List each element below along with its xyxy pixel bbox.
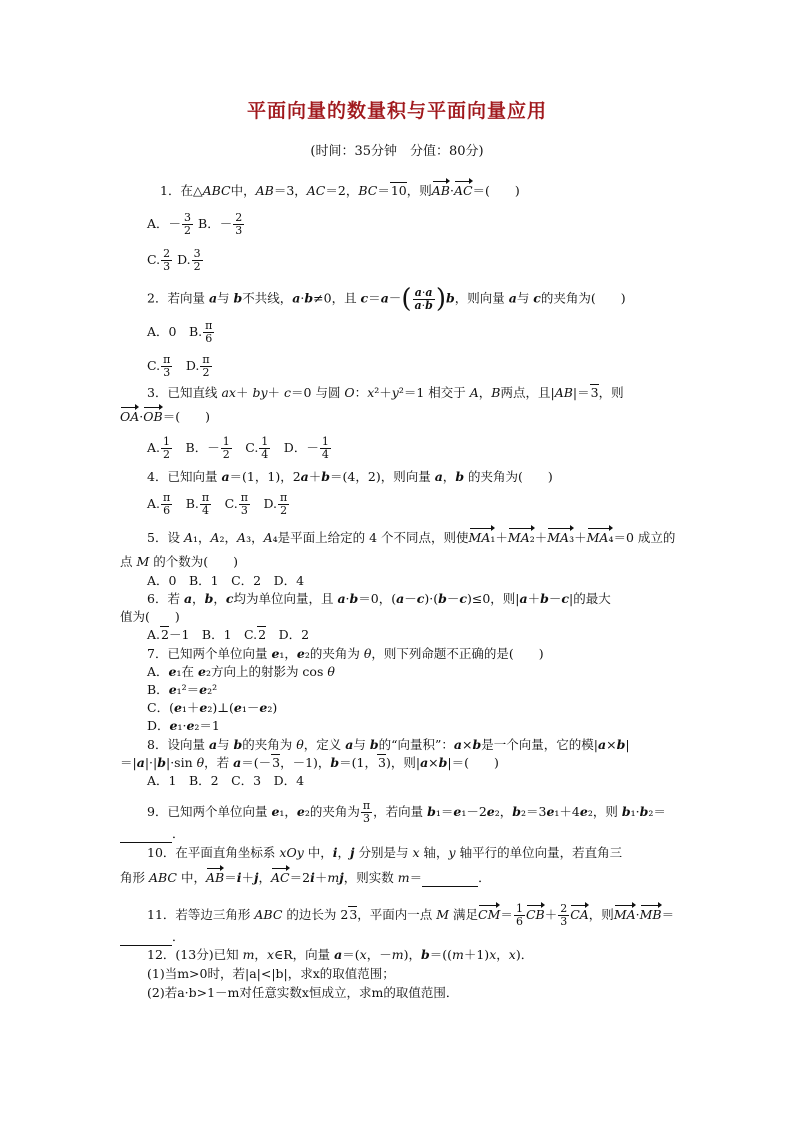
- option-a: A．－ $\frac{3}{2}$: [147, 211, 192, 237]
- q7-option-b: B．e₁²＝e₂²: [147, 682, 218, 697]
- question-2: 2．若向量 a与 b不共线，a·b≠0，且 c＝a－ ( a·a a·b ) b，则向量 a与 c的夹角为( ): [147, 284, 626, 314]
- q11-answer-blank[interactable]: ．: [120, 929, 185, 946]
- question-4: 4．已知向量 a＝(1，1)，2a＋b＝(4，2)，则向量 a，b 的夹角为( ): [147, 469, 553, 484]
- q2-options-cd: C. $\frac{\pi}{3}$ D. $\frac{\pi}{2}$: [147, 353, 210, 379]
- q4-options: A. $\frac{\pi}{6}$ B. $\frac{\pi}{4}$ C. $\frac{\pi}{3}$ D. $\frac{\pi}{2}$: [147, 491, 288, 517]
- page-title: 平面向量的数量积与平面向量应用: [246, 100, 547, 122]
- question-11: 11．若等边三角形 ABC 的边长为 23，平面内一点 M 满足CM＝ $\frac{1}{6}$ CB＋ $\frac{2}{3}$ CA，则MA·MB＝: [147, 902, 675, 928]
- q6-options: A.2－1 B．1 C.2 D．2: [147, 627, 310, 642]
- question-8: 8．设向量 a与 b的夹角为 θ，定义 a与 b的“向量积”：a×b是一个向量，它的模|a×b|: [147, 737, 630, 752]
- q7-option-d: D．e₁·e₂＝1: [147, 718, 220, 733]
- q1-options-ab: [147, 212, 245, 237]
- question-3: 3．已知直线 ax＋ by＋ c＝0 与圆 O：x²＋y²＝1 相交于 A，B两点，且|AB|＝3，则: [147, 385, 624, 400]
- question-5: 5．设 A₁，A₂，A₃，A₄是平面上给定的 4 个不同点，则使MA₁＋MA₂＋MA₃＋MA₄＝0 成立的: [147, 530, 676, 545]
- q12-part-1: (1)当m>0时，若|a|<|b|，求x的取值范围；: [147, 966, 395, 981]
- q7-option-a: A．e₁在 e₂方向上的射影为 cos θ: [147, 664, 335, 679]
- question-6-cont: 值为( ): [120, 609, 180, 624]
- q9-answer-blank[interactable]: ．: [120, 826, 185, 843]
- q10-answer-blank[interactable]: [422, 870, 478, 887]
- score-badge: (13分): [175, 947, 214, 962]
- q5-options: A．0 B．1 C．2 D．4: [147, 573, 305, 588]
- question-8-cont: ＝|a|·|b|·sin θ，若 a＝(－3，－1)，b＝(1，3)，则|a×b|＝( ): [120, 755, 499, 770]
- option-d: D. $\frac{3}{2}$: [177, 247, 201, 273]
- option-b: B．－ $\frac{2}{3}$: [198, 211, 243, 237]
- question-10: 10．在平面直角坐标系 xOy 中，i，j 分别是与 x 轴，y 轴平行的单位向量，若直角三: [147, 845, 623, 860]
- q8-options: A．1 B．2 C．3 D．4: [147, 773, 305, 788]
- q1-options-cd: [147, 248, 204, 273]
- question-12: 12．(13分)已知 m，x∈R，向量 a＝(x，－m)，b＝((m＋1)x，x)．: [147, 947, 534, 962]
- question-3-cont: OA·OB＝( ): [120, 409, 210, 424]
- question-5-cont: 点 M 的个数为( ): [120, 554, 239, 569]
- question-6: 6．若 a，b，c均为单位向量，且 a·b＝0，(a－c)·(b－c)≤0，则|a＋b－c|的最大: [147, 591, 611, 606]
- question-9: 9．已知两个单位向量 e₁，e₂的夹角为 $\frac{\pi}{3}$ ，若向量 b₁＝e₁－2e₂，b₂＝3e₁＋4e₂，则 b₁·b₂＝: [147, 799, 666, 825]
- time-score-info: (时间：35分钟 分值：80分): [310, 144, 484, 159]
- q2-options-ab: A．0 B. $\frac{\pi}{6}$: [147, 319, 213, 345]
- option-c: C. $\frac{2}{3}$: [147, 247, 171, 273]
- q12-part-2: (2)若a·b>1－m对任意实数x恒成立，求m的取值范围．: [147, 985, 459, 1000]
- question-10-cont: 角形 ABC 中，AB＝i＋j，AC＝2i＋mj，则实数 m＝ ．: [120, 870, 491, 885]
- q7-option-c: C．(e₁＋e₂)⊥(e₁－e₂): [147, 700, 278, 715]
- q3-options: A. $\frac{1}{2}$ B．－ $\frac{1}{2}$ C. $\frac{1}{4}$ D．－ $\frac{1}{4}$: [147, 435, 329, 461]
- question-number: 1．: [160, 183, 181, 198]
- question-1: 1．在△ABC中，AB＝3，AC＝2，BC＝10，则AB·AC＝( ): [160, 183, 520, 198]
- question-7: 7．已知两个单位向量 e₁，e₂的夹角为 θ，则下列命题不正确的是( ): [147, 646, 544, 661]
